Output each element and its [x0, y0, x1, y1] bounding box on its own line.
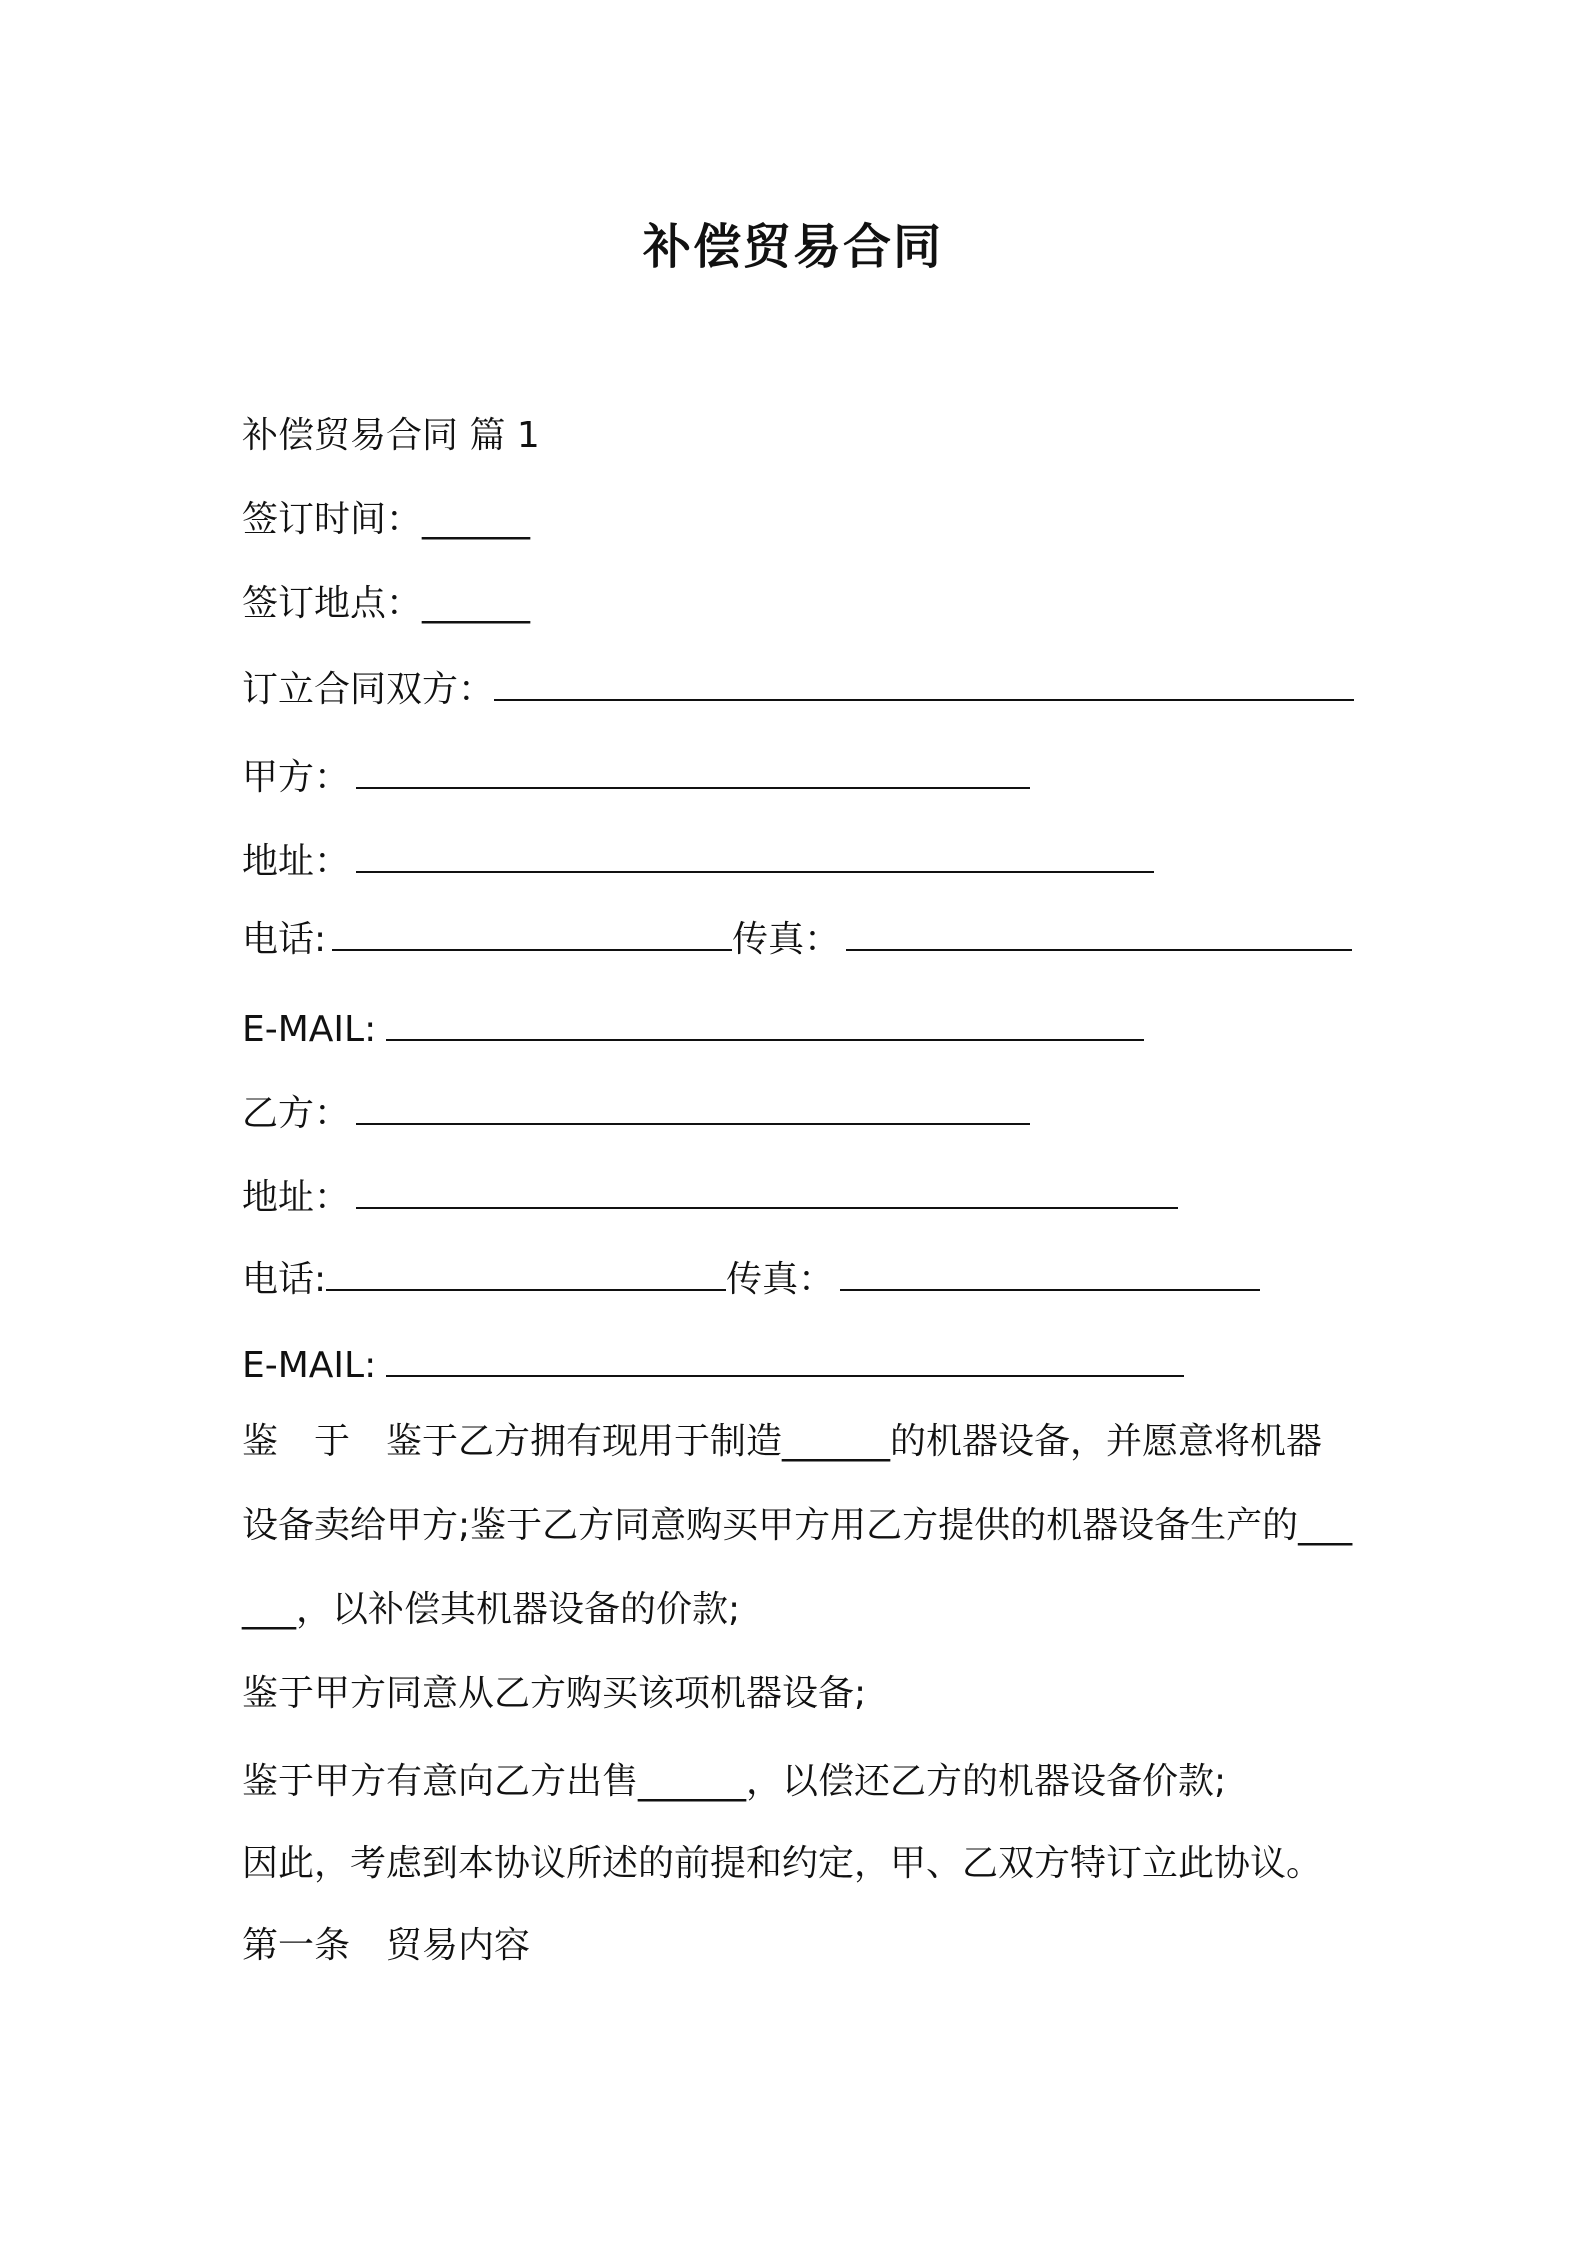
party-b-fax-blank-line	[840, 1259, 1260, 1291]
party-b-row	[242, 1092, 1030, 1136]
party-a-address-blank-line	[356, 841, 1154, 873]
sign-time-blank: ______	[422, 499, 531, 540]
party-a-email-blank-line	[386, 1009, 1144, 1041]
party-b-email-label: E-MAIL:	[242, 1345, 377, 1386]
recital-2: 鉴于甲方同意从乙方购买该项机器设备;	[242, 1673, 867, 1714]
document-subtitle: 补偿贸易合同 篇 1	[242, 415, 540, 456]
party-a-address-row	[242, 840, 1154, 884]
sign-place-label: 签订地点：	[242, 583, 423, 624]
sign-time-row	[242, 498, 530, 542]
party-b-phone-blank-line	[326, 1259, 726, 1291]
article-1-heading: 第一条 贸易内容	[242, 1925, 531, 1966]
party-b-phone-label: 电话:	[242, 1259, 327, 1300]
party-b-fax-label: 传真：	[726, 1259, 835, 1300]
party-a-phone-blank-line	[332, 919, 732, 951]
party-a-fax-blank-line	[846, 919, 1352, 951]
party-b-contact-row	[242, 1258, 1260, 1302]
party-a-contact-row	[242, 918, 1352, 962]
sign-place-row	[242, 582, 530, 626]
party-a-email-label: E-MAIL:	[242, 1009, 377, 1050]
party-b-blank-line	[356, 1093, 1030, 1125]
document-title: 补偿贸易合同	[642, 219, 943, 275]
party-a-blank-line	[356, 757, 1030, 789]
party-a-row	[242, 756, 1030, 800]
party-a-fax-label: 传真：	[732, 919, 841, 960]
recital-4: 因此，考虑到本协议所述的前提和约定，甲、乙双方特订立此协议。	[242, 1843, 1323, 1884]
party-b-address-label: 地址：	[242, 1177, 351, 1218]
recital-3: 鉴于甲方有意向乙方出售______，以偿还乙方的机器设备价款;	[242, 1761, 1227, 1802]
parties-row	[242, 668, 1354, 712]
parties-blank-line	[494, 669, 1354, 701]
sign-time-label: 签订时间：	[242, 499, 423, 540]
party-a-label: 甲方：	[242, 757, 351, 798]
party-b-email-row	[242, 1344, 1184, 1388]
sign-place-blank: ______	[422, 583, 531, 624]
party-a-email-row	[242, 1008, 1144, 1052]
recital-1: 鉴 于 鉴于乙方拥有现用于制造______的机器设备，并愿意将机器设备卖给甲方;鉴于乙方同意购买甲方用乙方提供的机器设备生产的______，以补偿其机器设备的价款;	[242, 1421, 1353, 1630]
party-b-label: 乙方：	[242, 1093, 351, 1134]
party-a-phone-label: 电话:	[242, 919, 327, 960]
party-a-address-label: 地址：	[242, 841, 351, 882]
party-b-address-blank-line	[356, 1177, 1178, 1209]
party-b-email-blank-line	[386, 1345, 1184, 1377]
parties-label: 订立合同双方：	[242, 669, 495, 710]
party-b-address-row	[242, 1176, 1178, 1220]
